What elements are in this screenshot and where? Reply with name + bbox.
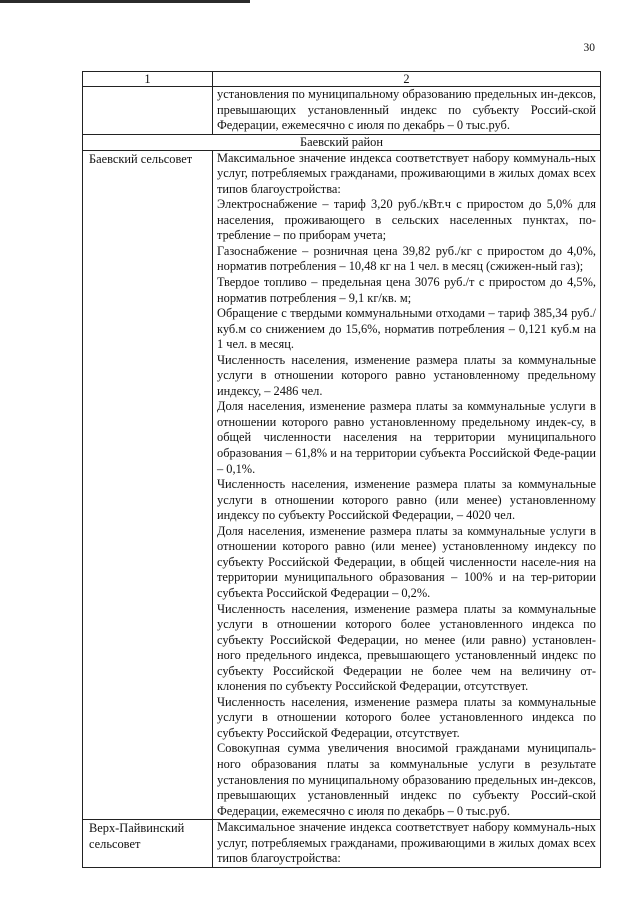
settlement-description: [213, 150, 601, 820]
paragraph: Численность населения, изменение размера платы за коммунальные услуги в отношении которого более установленного индекса по субъекту Российской Федерации, но менее (или равно) установлен-ного предельного индекса, превышающего установленный индекс по субъекту Российской Федерации не более чем на величину от-клонения по субъекту Российской Федерации, отсутствует.: [217, 601, 596, 694]
page-number: 30: [583, 42, 595, 54]
paragraph: Максимальное значение индекса соответствует набору коммуналь-ных услуг, потребляемых гражданами, проживающими в жилых домах всех типов благоустройства:: [217, 150, 596, 196]
paragraph: Доля населения, изменение размера платы за коммунальные услуги в отношении которого равно (или менее) установленному индексу по субъекту Российской Федерации, в общей численности населе-ния на территории муниципального образования – 100% и на тер-ритории субъекта Российской Федерации – 0,2%.: [217, 523, 596, 600]
scan-edge-mark: [0, 0, 250, 3]
continuation-text-cell: [213, 87, 601, 135]
settlement-name: Верх-Пайвинский сельсовет: [83, 820, 213, 868]
document-table: [82, 71, 601, 868]
paragraph: Численность населения, изменение размера платы за коммунальные услуги в отношении которого более установленного индекса по субъекту Российской Федерации, отсутствует.: [217, 694, 596, 740]
table-row: [83, 150, 601, 820]
paragraph: Максимальное значение индекса соответствует набору коммуналь-ных услуг, потребляемых гражданами, проживающими в жилых домах всех типов благоустройства:: [217, 820, 596, 866]
table-header-row: [83, 72, 601, 87]
settlement-description: [213, 820, 601, 868]
continuation-row: [83, 87, 601, 135]
paragraph: Электроснабжение – тариф 3,20 руб./кВт.ч с приростом до 5,0% для населения, проживающего в сельских населенных пунктах, по-требление – по приборам учета;: [217, 197, 596, 243]
paragraph: Численность населения, изменение размера платы за коммунальные услуги в отношении которого равно (или менее) установленному индексу по субъекту Российской Федерации, – 4020 чел.: [217, 477, 596, 523]
continuation-name-cell: [83, 87, 213, 135]
settlement-name: Баевский сельсовет: [83, 150, 213, 820]
paragraph: Обращение с твердыми коммунальными отходами – тариф 385,34 руб./куб.м со снижением до 15,6%, норматив потребления – 0,121 куб.м на 1 чел. в месяц.: [217, 306, 596, 352]
paragraph: Твердое топливо – предельная цена 3076 руб./т с приростом до 4,5%, норматив потребления – 9,1 кг/кв. м;: [217, 275, 596, 305]
paragraph: Численность населения, изменение размера платы за коммунальные услуги в отношении которого равно установленному предельному индексу, – 2486 чел.: [217, 352, 596, 398]
district-title: Баевский район: [83, 134, 601, 150]
continuation-paragraph: установления по муниципальному образованию предельных ин-дексов, превышающих установленный индекс по субъекту Россий-ской Федерации, ежемесячно с июля по декабрь – 0 тыс.руб.: [217, 87, 596, 133]
district-row: [83, 134, 601, 150]
table-row: [83, 820, 601, 868]
header-col-1: 1: [83, 72, 213, 87]
paragraph: Газоснабжение – розничная цена 39,82 руб./кг с приростом до 4,0%, норматив потребления – 10,48 кг на 1 чел. в месяц (сжижен-ный газ);: [217, 243, 596, 274]
paragraph: Совокупная сумма увеличения вносимой гражданами муниципаль-ного образования платы за коммунальные услуги в результате установления по муниципальному образованию предельных ин-дексов, превышающих установленный индекс по субъекту Россий-ской Федерации, ежемесячно с июля по декабрь – 0 тыс.руб.: [217, 741, 596, 818]
header-col-2: 2: [213, 72, 601, 87]
paragraph: Доля населения, изменение размера платы за коммунальные услуги в отношении которого равно установленному предельному индек-су, в общей численности населения на территории муниципального образования – 61,8% и на территории субъекта Российской Феде-рации – 0,1%.: [217, 399, 596, 476]
